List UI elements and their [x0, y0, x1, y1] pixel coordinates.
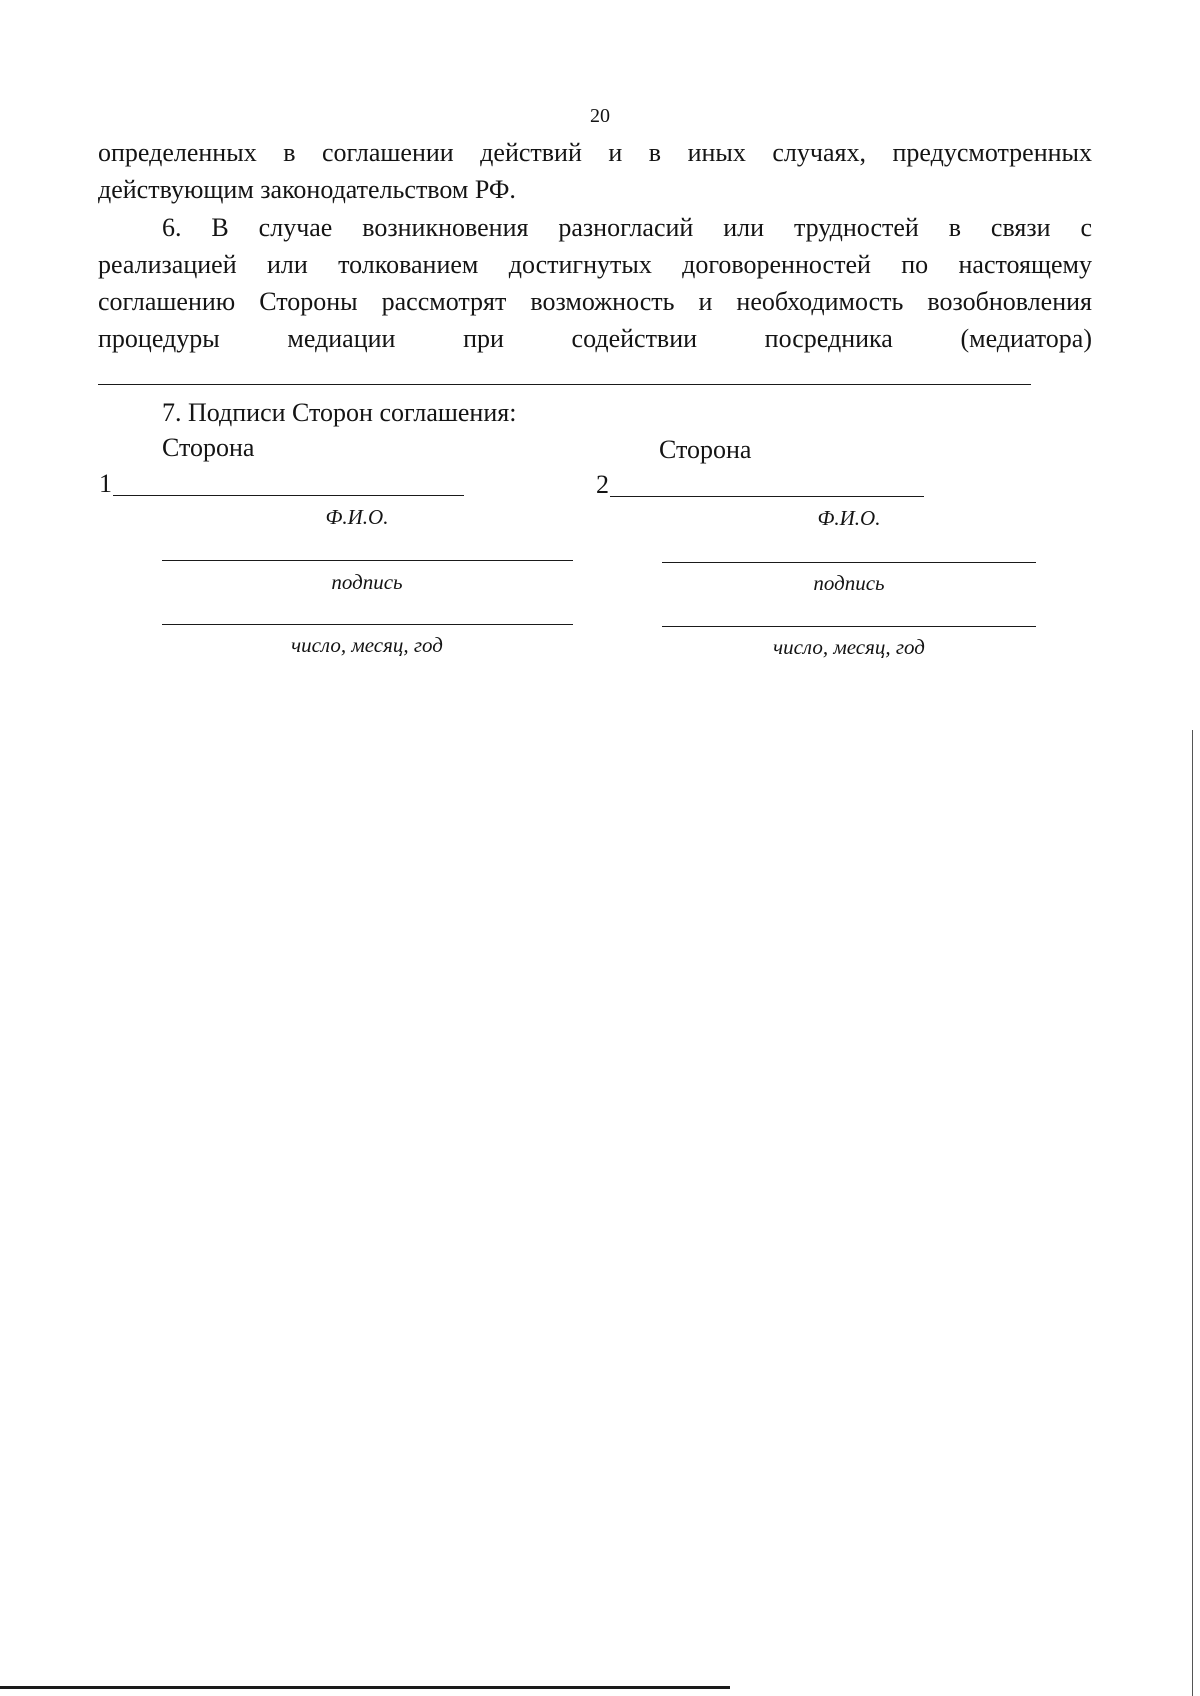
party-2-date-line[interactable] [662, 626, 1036, 627]
party-2-name-caption: Ф.И.О. [817, 506, 881, 530]
party-1-name-caption: Ф.И.О. [325, 505, 389, 529]
paragraph-line-2: действующим законодательством РФ. [98, 175, 516, 204]
paragraph-line-5: соглашению Стороны рассмотрят возможность и необходимость возобновления [98, 287, 1092, 316]
party-2-label: Сторона [659, 435, 752, 464]
party-2-signature-caption: подпись [813, 571, 885, 595]
party-2-name-line[interactable] [610, 496, 924, 497]
page-number: 20 [590, 105, 610, 127]
signatures-heading: 7. Подписи Сторон соглашения: [162, 398, 517, 427]
party-2-signature-line[interactable] [662, 562, 1036, 563]
party-2-number: 2 [596, 470, 609, 499]
party-2-date-caption: число, месяц, год [773, 635, 925, 659]
party-1-name-line[interactable] [113, 495, 464, 496]
paragraph-line-1: определенных в соглашении действий и в иных случаях, предусмотренных [98, 138, 1092, 167]
party-1-number: 1 [99, 469, 112, 498]
scan-bottom-edge [0, 1686, 730, 1689]
blank-fill-line[interactable] [98, 384, 1031, 385]
paragraph-line-4: реализацией или толкованием достигнутых договоренностей по настоящему [98, 250, 1092, 279]
party-1-date-caption: число, месяц, год [291, 633, 443, 657]
party-1-signature-line[interactable] [162, 560, 573, 561]
paragraph-line-6: процедуры медиации при содействии посредника (медиатора) [98, 324, 1092, 353]
scan-edge-line [1192, 730, 1193, 1696]
party-1-date-line[interactable] [162, 624, 573, 625]
party-1-signature-caption: подпись [331, 570, 403, 594]
paragraph-line-3: 6. В случае возникновения разногласий или трудностей в связи с [162, 213, 1092, 242]
party-1-label: Сторона [162, 433, 255, 462]
